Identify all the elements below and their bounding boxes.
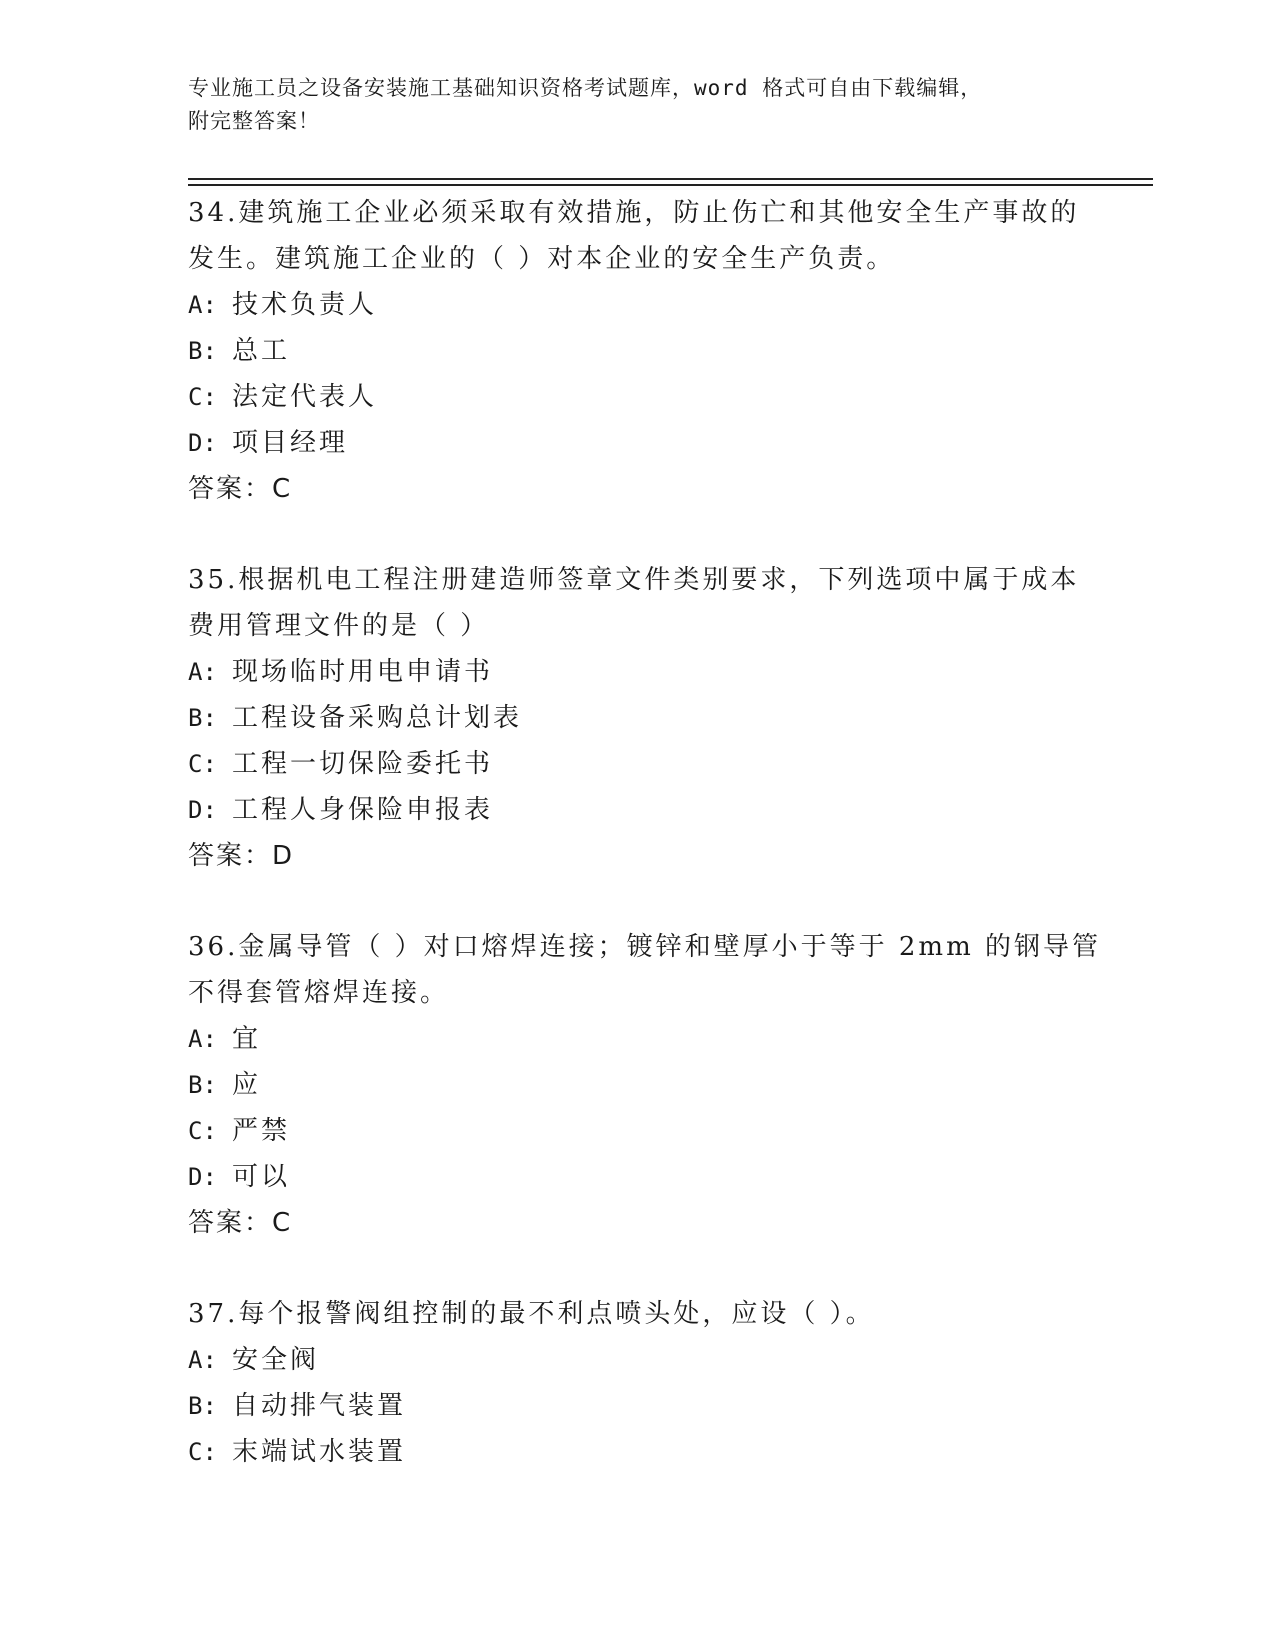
option-c (188, 374, 1088, 420)
option-text: 自动排气装置 (232, 1391, 407, 1421)
option-a (188, 649, 1088, 695)
option-a (188, 1016, 1088, 1062)
answer-line: 答案：C (188, 1208, 293, 1238)
option-text: 总工 (232, 336, 291, 366)
option-text: 项目经理 (232, 428, 349, 458)
option-a (188, 1337, 1088, 1383)
option-text: 应 (232, 1070, 262, 1100)
option-d (188, 787, 1088, 833)
header-divider-top (188, 178, 1153, 180)
option-text: 工程人身保险申报表 (232, 795, 494, 825)
option-text: 宜 (232, 1024, 262, 1054)
question-36 (188, 924, 1101, 1246)
option-text: 现场临时用电申请书 (232, 657, 494, 687)
option-c (188, 1429, 1088, 1475)
option-letter: A: (188, 1025, 217, 1053)
option-letter: D: (188, 796, 217, 824)
stem-line: 发生。建筑施工企业的（ ）对本企业的安全生产负责。 (188, 244, 896, 274)
option-letter: B: (188, 1392, 217, 1420)
option-text: 末端试水装置 (232, 1437, 407, 1467)
question-list (188, 190, 1101, 1520)
option-letter: B: (188, 337, 217, 365)
option-b (188, 1383, 1088, 1429)
option-c (188, 1108, 1088, 1154)
option-d (188, 420, 1088, 466)
stem-line: 37.每个报警阀组控制的最不利点喷头处，应设（ ）。 (188, 1299, 875, 1329)
option-letter: C: (188, 383, 217, 411)
question-stem (188, 557, 1088, 649)
stem-line: 34.建筑施工企业必须采取有效措施，防止伤亡和其他安全生产事故的 (188, 198, 1080, 228)
option-b (188, 1062, 1088, 1108)
option-letter: B: (188, 704, 217, 732)
option-letter: D: (188, 1163, 217, 1191)
stem-line: 36.金属导管（ ）对口熔焊连接；镀锌和壁厚小于等于 2mm 的钢导管 (188, 932, 1101, 962)
option-letter: C: (188, 1117, 217, 1145)
option-letter: C: (188, 1438, 217, 1466)
option-c (188, 741, 1088, 787)
option-text: 法定代表人 (232, 382, 378, 412)
stem-line: 费用管理文件的是（ ） (188, 611, 490, 641)
option-letter: A: (188, 291, 217, 319)
stem-line: 35.根据机电工程注册建造师签章文件类别要求，下列选项中属于成本 (188, 565, 1080, 595)
answer-line: 答案：C (188, 474, 293, 504)
option-a (188, 282, 1088, 328)
option-text: 可以 (232, 1162, 291, 1192)
question-stem (188, 1291, 1088, 1337)
option-letter: C: (188, 750, 217, 778)
option-letter: A: (188, 1346, 217, 1374)
header-line-1: 专业施工员之设备安装施工基础知识资格考试题库，word 格式可自由下载编辑， (188, 76, 983, 100)
option-b (188, 695, 1088, 741)
question-35 (188, 557, 1088, 879)
option-text: 严禁 (232, 1116, 291, 1146)
question-37 (188, 1291, 1088, 1475)
question-34 (188, 190, 1088, 512)
header-line-2: 附完整答案！ (188, 109, 320, 133)
option-letter: A: (188, 658, 217, 686)
document-header (188, 72, 1088, 138)
option-letter: D: (188, 429, 217, 457)
option-letter: B: (188, 1071, 217, 1099)
header-divider-bottom (188, 184, 1153, 186)
option-text: 工程一切保险委托书 (232, 749, 494, 779)
stem-line: 不得套管熔焊连接。 (188, 978, 450, 1008)
option-text: 技术负责人 (232, 290, 378, 320)
option-text: 安全阀 (232, 1345, 320, 1375)
option-b (188, 328, 1088, 374)
question-stem (188, 924, 1101, 1016)
question-stem (188, 190, 1088, 282)
answer-line: 答案：D (188, 841, 295, 871)
option-text: 工程设备采购总计划表 (232, 703, 523, 733)
option-d (188, 1154, 1088, 1200)
